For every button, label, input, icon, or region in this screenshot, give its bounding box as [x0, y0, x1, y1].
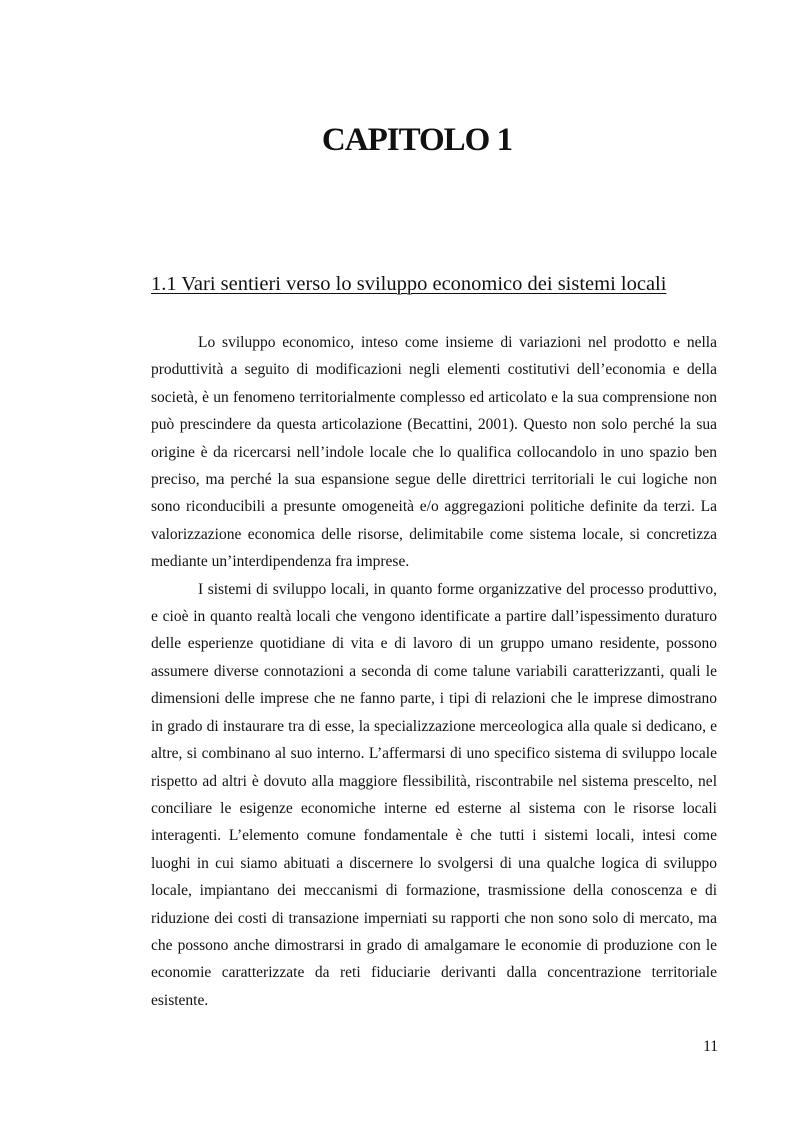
section-heading: 1.1 Vari sentieri verso lo sviluppo economico dei sistemi locali	[151, 273, 667, 295]
chapter-title: CAPITOLO 1	[321, 122, 513, 158]
page-number: 11	[703, 1038, 718, 1055]
paragraph-2: I sistemi di sviluppo locali, in quanto forme organizzative del processo produttivo, e cioè in quanto realtà locali che vengono identificate a partire dall’ispessimento duraturo delle esperienze quotidiane di vita e di lavoro di un gruppo umano residente, possono assumere diverse connotazioni a seconda di come talune variabili caratterizzanti, quali le dimensioni delle imprese che ne fanno parte, i tipi di relazioni che le imprese dimostrano in grado di instaurare tra di esse, la specializzazione merceologica alla quale si dedicano, e altre, si combinano al suo interno. L’affermarsi di uno specifico sistema di sviluppo locale rispetto ad altri è dovuto alla maggiore flessibilità, riscontrabile nel sistema prescelto, nel conciliare le esigenze economiche interne ed esterne al sistema con le risorse locali interagenti. L’elemento comune fondamentale è che tutti i sistemi locali, intesi come luoghi in cui siamo abituati a discernere lo svolgersi di una qualche logica di sviluppo locale, impiantano dei meccanismi di formazione, trasmissione della conoscenza e di riduzione dei costi di transazione imperniati su rapporti che non sono solo di mercato, ma che possono anche dimostrarsi in grado di amalgamare le economie di produzione con le economie caratterizzate da reti fiduciarie derivanti dalla concentrazione territoriale esistente.	[151, 580, 717, 1009]
body-text	[151, 329, 717, 1014]
paragraph-1: Lo sviluppo economico, inteso come insieme di variazioni nel prodotto e nella produttività a seguito di modificazioni negli elementi costitutivi dell’economia e della società, è un fenomeno territorialmente complesso ed articolato e la sua comprensione non può prescindere da questa articolazione (Becattini, 2001). Questo non solo perché la sua origine è da ricercarsi nell’indole locale che lo qualifica collocandolo in uno spazio ben preciso, ma perché la sua espansione segue delle direttrici territoriali le cui logiche non sono riconducibili a presunte omogeneità e/o aggregazioni politiche definite da terzi. La valorizzazione economica delle risorse, delimitabile come sistema locale, si concretizza mediante un’interdipendenza fra imprese.	[151, 334, 717, 571]
